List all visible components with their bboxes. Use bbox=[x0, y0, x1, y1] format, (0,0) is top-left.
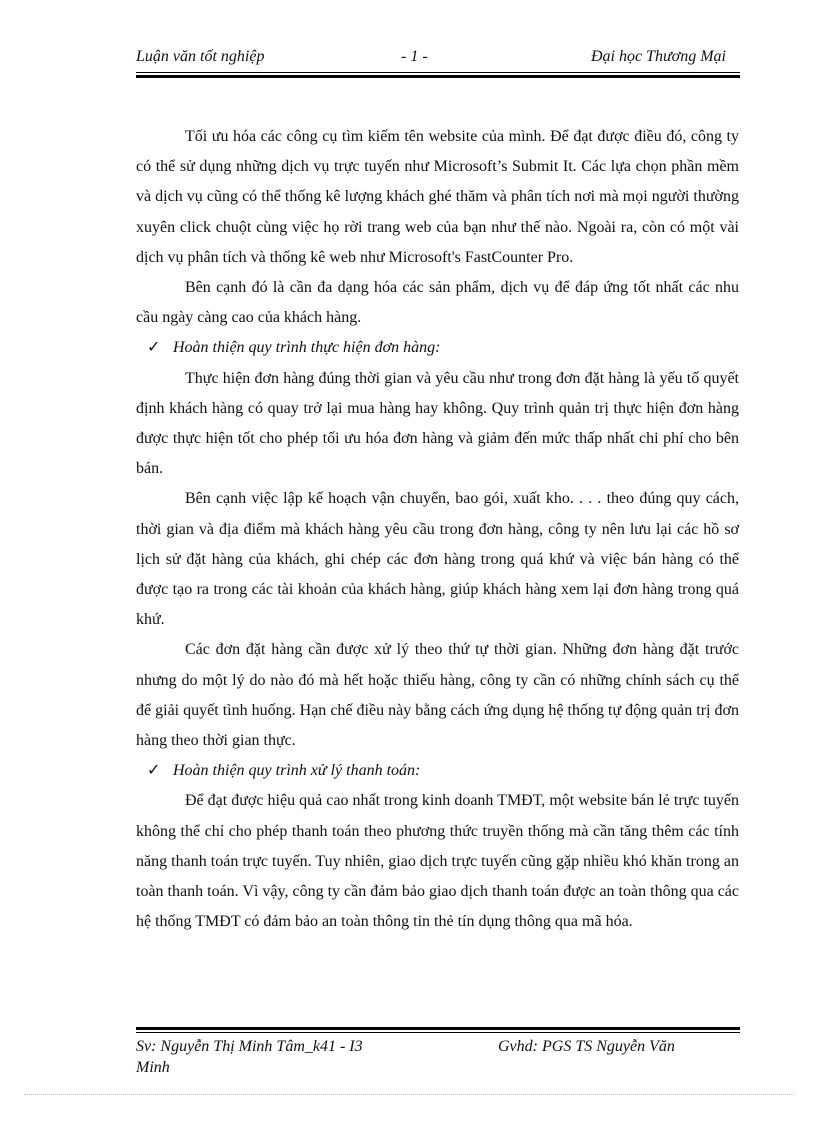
header-rule-thick bbox=[136, 75, 740, 78]
checklist-item-label: Hoàn thiện quy trình xử lý thanh toán: bbox=[173, 762, 421, 780]
page-header bbox=[136, 44, 740, 72]
paragraph-order-records: Bên cạnh việc lập kế hoạch vận chuyển, bao gói, xuất kho. . . . theo đúng quy cách, thời gian và địa điểm mà khách hàng yêu cầu trong đơn hàng, công ty nên lưu lại các hồ sơ lịch sử đặt hàng của khách, ghi chép các đơn hàng trong quá khứ và việc bán hàng có thể được tạo ra trong các tài khoản của khách hàng, giúp khách hàng xem lại đơn hàng trong quá khứ. bbox=[136, 490, 739, 629]
footer-rule-thin bbox=[136, 1032, 740, 1033]
check-icon: ✓ bbox=[147, 339, 161, 357]
footer-student: Sv: Nguyễn Thị Minh Tâm_k41 - I3 Minh bbox=[136, 1038, 363, 1076]
header-thesis-label: Luận văn tốt nghiệp bbox=[136, 48, 265, 65]
header-university: Đại học Thương Mại bbox=[590, 48, 726, 65]
paragraph-order-sequence: Các đơn đặt hàng cần được xử lý theo thứ tự thời gian. Những đơn hàng đặt trước nhưng do một lý do nào đó mà hết hoặc thiếu hàng, công ty cần có những chính sách cụ thể để giải quyết tình huống. Hạn chế điều này bằng cách ứng dụng hệ thống tự động quản trị đơn hàng theo thời gian thực. bbox=[136, 641, 739, 750]
header-rule-thin bbox=[136, 72, 740, 73]
checklist-item-payment-process bbox=[136, 756, 739, 786]
document-body bbox=[136, 122, 739, 937]
checklist-item-label: Hoàn thiện quy trình thực hiện đơn hàng: bbox=[173, 339, 441, 357]
paragraph-seo: Tối ưu hóa các công cụ tìm kiếm tên website của mình. Để đạt được điều đó, công ty có thể sử dụng những dịch vụ trực tuyến như Microsoft’s Submit It. Các lựa chọn phần mềm và dịch vụ cũng có thể thống kê lượng khách ghé thăm và phân tích nơi mà mọi người thường xuyên click chuột cùng việc họ rời trang web của bạn như thế nào. Ngoài ra, còn có một vài dịch vụ phân tích và thống kê web như Microsoft's FastCounter Pro. bbox=[136, 128, 739, 266]
paragraph-order-timing: Thực hiện đơn hàng đúng thời gian và yêu cầu như trong đơn đặt hàng là yếu tố quyết định khách hàng có quay trở lại mua hàng hay không. Quy trình quản trị thực hiện đơn hàng được thực hiện tốt cho phép tối ưu hóa đơn hàng và giảm đến mức thấp nhất chi phí cho bên bán. bbox=[136, 369, 739, 478]
paragraph-diversify: Bên cạnh đó là cần đa dạng hóa các sản phẩm, dịch vụ để đáp ứng tốt nhất các nhu cầu ngày càng cao của khách hàng. bbox=[136, 279, 739, 327]
footer-rule-thick bbox=[136, 1027, 740, 1030]
check-icon: ✓ bbox=[147, 762, 161, 780]
checklist-item-order-process bbox=[136, 333, 739, 363]
paragraph-payment: Để đạt được hiệu quả cao nhất trong kinh doanh TMĐT, một website bán lẻ trực tuyến không thể chỉ cho phép thanh toán theo phương thức truyền thống mà cần tăng thêm các tính năng thanh toán trực tuyến. Tuy nhiên, giao dịch trực tuyến cũng gặp nhiều khó khăn trong an toàn thanh toán. Vì vậy, công ty cần đảm bảo giao dịch thanh toán được an toàn thông qua các hệ thống TMĐT có đảm bảo an toàn thông tin thẻ tín dụng thông qua mã hóa. bbox=[136, 792, 739, 931]
page-boundary-line bbox=[24, 1094, 794, 1095]
page-number: - 1 - bbox=[401, 48, 428, 65]
footer-supervisor: Gvhd: PGS TS Nguyễn Văn bbox=[498, 1038, 675, 1055]
